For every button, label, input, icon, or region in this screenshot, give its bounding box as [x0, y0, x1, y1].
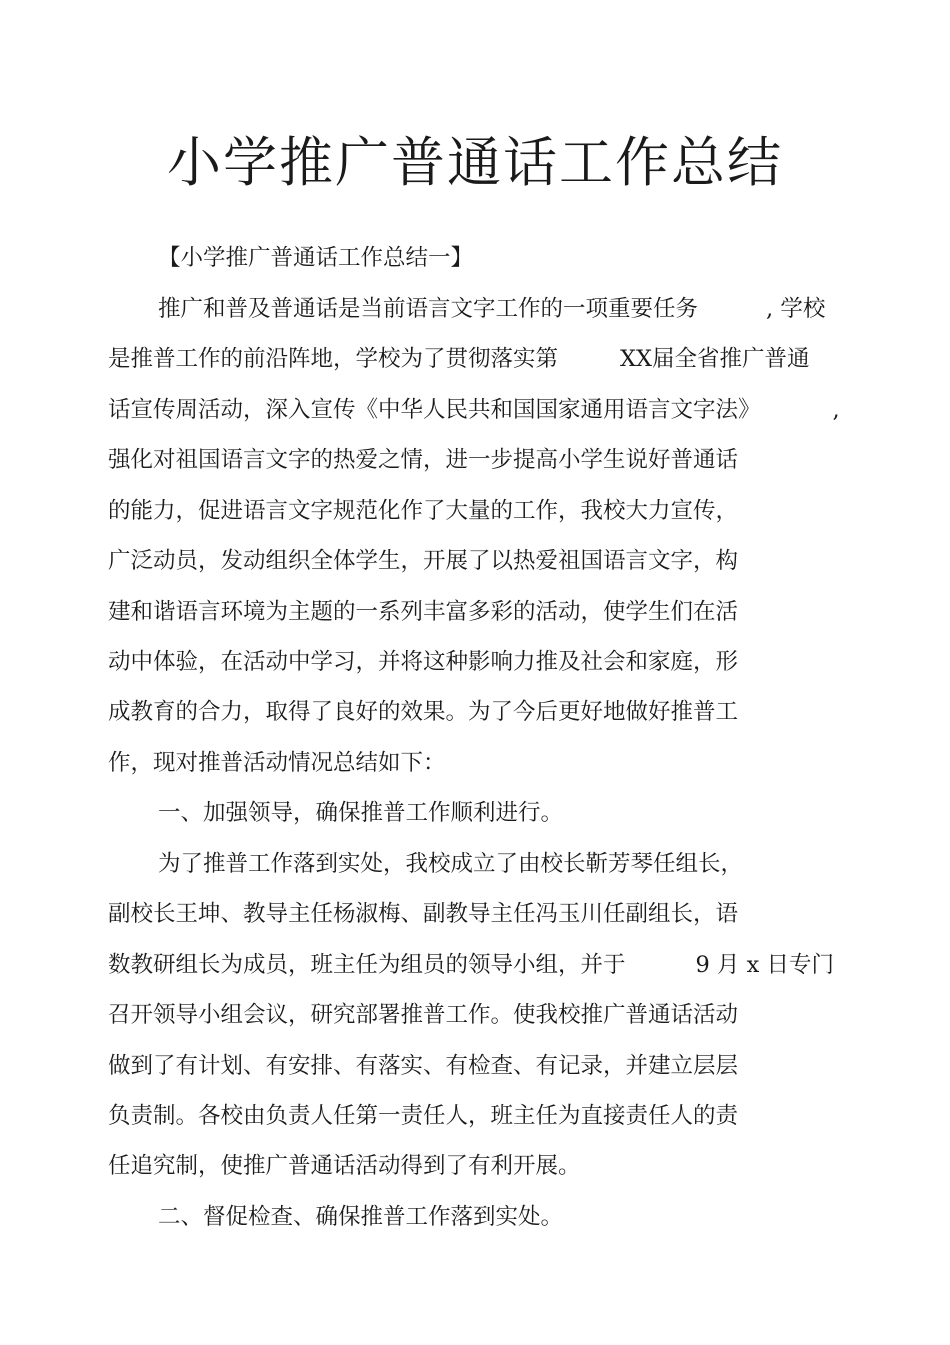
document-title: 小学推广普通话工作总结 [167, 131, 783, 194]
paragraph-line: 副校长王坤、教导主任杨淑梅、副教导主任冯玉川任副组长，语 [108, 901, 739, 927]
paragraph-line: 话宣传周活动，深入宣传《中华人民共和国国家通用语言文字法》 , [108, 397, 840, 423]
subheading-2: 二、督促检查、确保推普工作落到实处。 [158, 1204, 564, 1230]
paragraph-line: 为了推普工作落到实处，我校成立了由校长靳芳琴任组长， [158, 851, 744, 877]
subheading-1: 一、加强领导，确保推普工作顺利进行。 [158, 800, 564, 826]
paragraph-line: 广泛动员，发动组织全体学生，开展了以热爱祖国语言文字，构 [108, 548, 739, 574]
paragraph-line: 作，现对推普活动情况总结如下： [108, 750, 446, 776]
paragraph-line: 的能力，促进语言文字规范化作了大量的工作，我校大力宣传， [108, 498, 739, 524]
paragraph-line: 是推普工作的前沿阵地，学校为了贯彻落实第 XX届全省推广普通 [108, 346, 810, 372]
paragraph-line: 强化对祖国语言文字的热爱之情，进一步提高小学生说好普通话 [108, 447, 739, 473]
paragraph-line: 任追究制，使推广普通话活动得到了有利开展。 [108, 1153, 581, 1179]
paragraph-line: 召开领导小组会议，研究部署推普工作。使我校推广普通话活动 [108, 1002, 739, 1028]
paragraph-line: 推广和普及普通话是当前语言文字工作的一项重要任务 , 学校 [158, 296, 826, 322]
section-heading: 【小学推广普通话工作总结一】 [158, 245, 474, 271]
paragraph-line: 负责制。各校由负责人任第一责任人，班主任为直接责任人的责 [108, 1103, 739, 1129]
paragraph-line: 成教育的合力，取得了良好的效果。为了今后更好地做好推普工 [108, 699, 739, 725]
paragraph-line: 动中体验，在活动中学习，并将这种影响力推及社会和家庭，形 [108, 649, 739, 675]
paragraph-line: 数教研组长为成员，班主任为组员的领导小组，并于 9 月 x 日专门 [108, 952, 834, 978]
paragraph-line: 建和谐语言环境为主题的一系列丰富多彩的活动，使学生们在活 [108, 599, 739, 625]
paragraph-line: 做到了有计划、有安排、有落实、有检查、有记录，并建立层层 [108, 1053, 739, 1079]
